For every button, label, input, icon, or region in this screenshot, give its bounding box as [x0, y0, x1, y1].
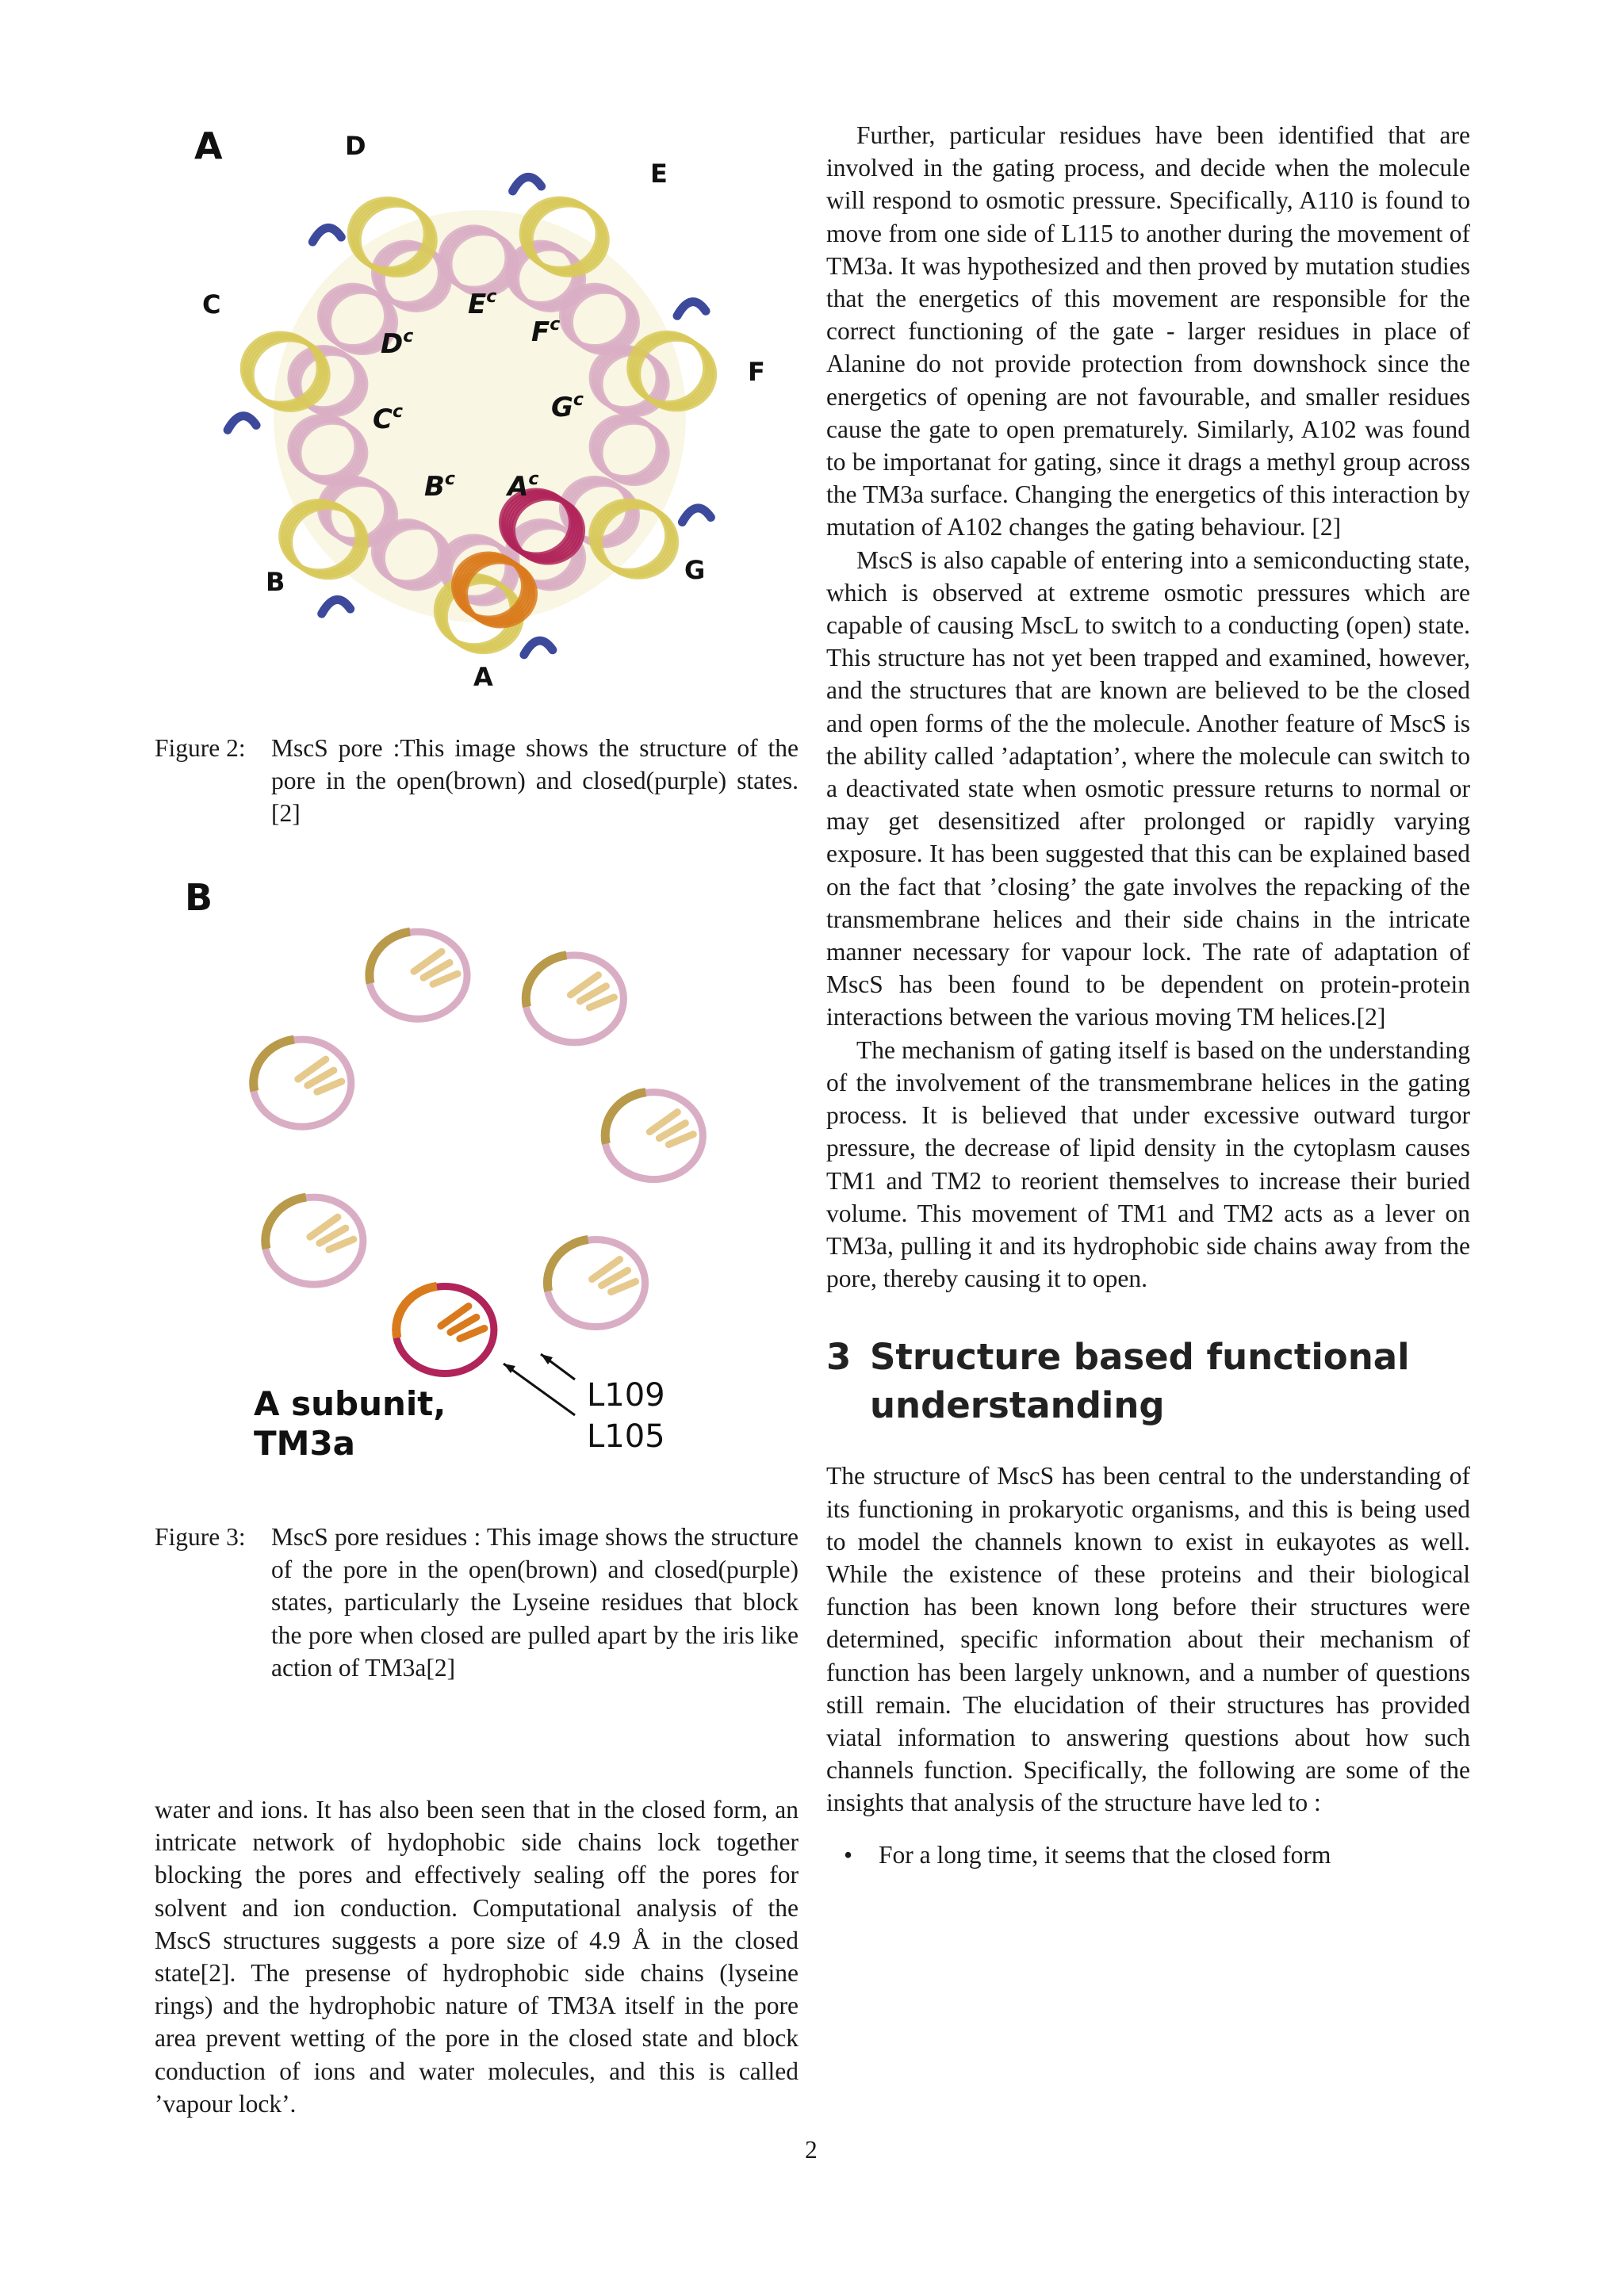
paragraph-semiconducting-state: MscS is also capable of entering into a semiconducting state, which is observed at extreme osmotic pressures which are capable of causing MscL to switch to a conducting (open) state. This structure has not yet been trapped and examined, however, and the structures that are known are believed to be the closed and open forms of the the molecule. Another feature of MscS is the ability called ’adaptation’, where the molecule can switch to a deactivated state when osmotic pressure returns to normal or may get desensitized after prolonged or rapidly varying exposure. It has been suggested that this can be explained based on the fact that ’closing’ the gate involves the repacking of the transmembrane helices and their side chains in the intricate manner necessary for vapour lock. The rate of adaptation of MscS has been found to be dependent on protein-protein interactions between the various moving TM helices.[2]	[826, 545, 1470, 1031]
figure-2-panel-label: A	[194, 124, 223, 167]
figure-2-caption-label: Figure 2:	[155, 734, 246, 762]
bullet-marker: •	[844, 1840, 853, 1869]
rotation-arrow	[312, 228, 341, 242]
residue-label-l109: L109	[587, 1377, 665, 1414]
outer-label-g: G	[684, 555, 706, 585]
outer-label-e: E	[650, 159, 668, 189]
rotation-arrow	[524, 641, 553, 655]
paragraph-gating-mechanism: The mechanism of gating itself is based on the understanding of the involvement of the transmembrane helices in the gating process. It is believed that under excessive outward turgor pressure, the decrease of lipid density in the cytoplasm causes TM1 and TM2 to reorient themselves to increase their buried volume. This movement of TM1 and TM2 acts as a lever on TM3a, pulling it and its hydrophobic side chains away from the pore, thereby causing it to open.	[826, 1035, 1470, 1293]
outer-label-c: C	[202, 289, 221, 320]
bullet-item	[826, 1839, 1470, 1871]
inner-label-bc: $B^c$	[424, 469, 455, 503]
figure-3	[155, 856, 799, 1483]
inner-label-ac: $A^c$	[508, 469, 539, 503]
figure-3-image	[155, 856, 799, 1483]
section-number: 3	[826, 1336, 852, 1379]
section-heading	[826, 1333, 1470, 1429]
rotation-arrow	[513, 177, 542, 191]
figure-2-caption-text: MscS pore :This image shows the structure of the pore in the open(brown) and closed(purple) states.[2]	[271, 734, 799, 828]
rotation-arrow	[677, 302, 706, 316]
rotation-arrow	[228, 416, 256, 430]
figure-2	[155, 119, 799, 690]
left-column-text	[155, 1793, 799, 2120]
bullet-text: For a long time, it seems that the closed form	[879, 1840, 1331, 1869]
inner-label-dc: $D^c$	[381, 327, 414, 360]
inner-label-fc: $F^c$	[531, 315, 561, 348]
outer-label-d: D	[345, 131, 366, 161]
right-column	[826, 119, 1470, 1871]
subunit-label-line2: TM3a	[254, 1424, 356, 1463]
figure-3-panel-label: B	[185, 876, 213, 919]
paragraph-gating-residues: Further, particular residues have been identified that are involved in the gating process, and decide when the molecule will respond to osmotic pressure. Specifically, A110 is found to move from one side of L115 to another during the movement of TM3a. It was hypothesized and then proved by mutation studies that the energetics of this movement are responsible for the correct functioning of the gate - larger residues in place of Alanine do not provide protection from downshock since the energetics of opening are not favourable, and smaller residues cause the gate to open prematurely. Similarly, A102 was found to be importanat for gating, since it drags a methyl group across the TM3a surface. Changing the energetics of this interaction by mutation of A102 changes the gating behaviour. [2]	[826, 121, 1470, 541]
page-number: 2	[805, 2136, 818, 2164]
residue-label-l105: L105	[587, 1418, 665, 1455]
section-title: Structure based functional understanding	[870, 1336, 1410, 1427]
inner-label-cc: $C^c$	[373, 402, 403, 435]
subunit-label-line1: A subunit,	[254, 1384, 446, 1423]
inner-label-gc: $G^c$	[551, 390, 584, 423]
inner-label-ec: $E^c$	[468, 287, 497, 320]
figure-3-caption-text: MscS pore residues : This image shows the structure of the pore in the open(brown) and closed(purple) states, particularly the Lyseine residues that block the pore when closed are pulled apart by the iris like action of TM3a[2]	[271, 1523, 799, 1682]
figure-3-caption	[155, 1521, 799, 1687]
section-paragraph: The structure of MscS has been central to the understanding of its functioning in prokaryotic organisms, and this is being used to model the channels known to exist in eukayotes as well. While the existence of these proteins and their biological function has been known long before their structures were determined, specific information about their mechanism of function has been largely unknown, and a number of questions still remain. The elucidation of their structures has provided viatal information to answering questions about how such channels function. Specifically, the following are some of the insights that analysis of the structure have led to :	[826, 1462, 1470, 1817]
outer-label-a: A	[473, 662, 493, 690]
rotation-arrow	[682, 508, 710, 522]
outer-label-b: B	[266, 567, 285, 597]
left-paragraph: water and ions. It has also been seen that in the closed form, an intricate network of hydophobic side chains lock together blocking the pores and effectively sealing off the pores for solvent and ion conduction. Computational analysis of the MscS structures suggests a pore size of 4.9 Å in the closed state[2]. The presense of hydrophobic side chains (lyseine rings) and the hydrophobic nature of TM3A itself in the pore area prevent wetting of the pore in the closed state and block conduction of ions and water molecules, and this is called ’vapour lock’.	[155, 1796, 799, 2118]
outer-label-f: F	[748, 357, 765, 387]
figure-2-caption	[155, 732, 799, 835]
figure-3-caption-label: Figure 3:	[155, 1523, 246, 1551]
figure-2-image	[155, 119, 799, 690]
rotation-arrow	[322, 599, 350, 614]
